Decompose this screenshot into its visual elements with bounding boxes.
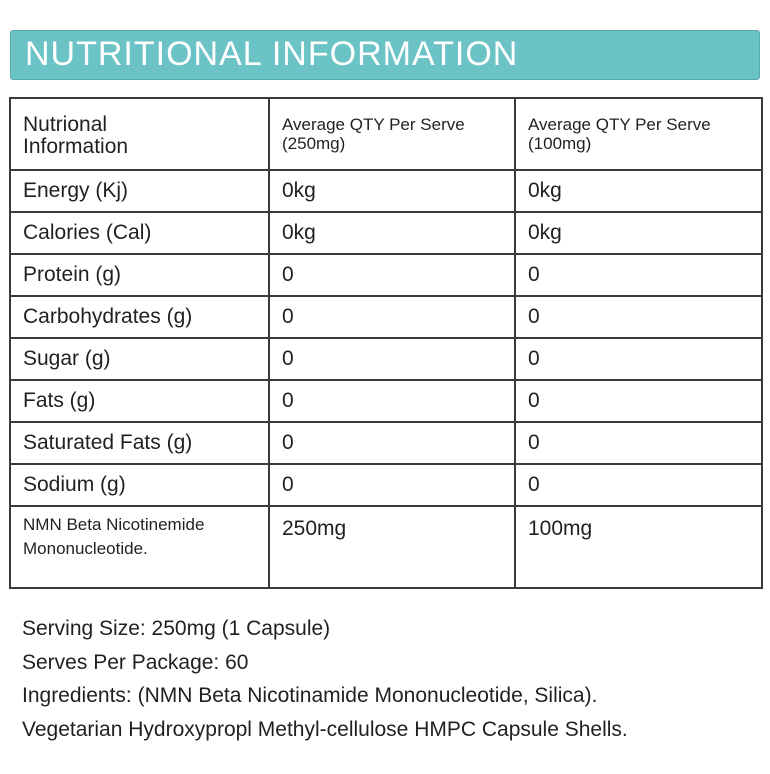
header-col-250mg: Average QTY Per Serve (250mg)	[269, 98, 515, 170]
row-value-100mg: 0kg	[515, 212, 762, 254]
table-row	[10, 338, 762, 380]
row-value-100mg: 0	[515, 380, 762, 422]
row-value-250mg: 0	[269, 380, 515, 422]
row-value-100mg: 0	[515, 338, 762, 380]
product-info	[22, 612, 628, 746]
table-row	[10, 212, 762, 254]
row-label: Carbohydrates (g)	[10, 296, 269, 338]
row-value-250mg: 0kg	[269, 170, 515, 212]
header-label: Nutrional Information	[23, 113, 129, 158]
row-label: Protein (g)	[10, 254, 269, 296]
title-banner	[10, 30, 760, 80]
row-value-100mg: 0	[515, 296, 762, 338]
serving-size: Serving Size: 250mg (1 Capsule)	[22, 617, 331, 640]
header-col-100mg: Average QTY Per Serve (100mg)	[515, 98, 762, 170]
row-value-100mg: 0	[515, 464, 762, 506]
row-value-250mg: 250mg	[269, 506, 515, 588]
nutrition-table	[9, 97, 763, 589]
row-value-250mg: 0	[269, 296, 515, 338]
row-label	[10, 506, 269, 588]
row-label: Fats (g)	[10, 380, 269, 422]
row-value-250mg: 0	[269, 254, 515, 296]
row-value-250mg: 0kg	[269, 212, 515, 254]
row-label: Sodium (g)	[10, 464, 269, 506]
row-value-250mg: 0	[269, 422, 515, 464]
table-row	[10, 254, 762, 296]
capsule-shells: Vegetarian Hydroxypropl Methyl-cellulose HMPC Capsule Shells.	[22, 717, 628, 741]
table-row	[10, 170, 762, 212]
table-row	[10, 380, 762, 422]
row-value-100mg: 0kg	[515, 170, 762, 212]
row-value-250mg: 0	[269, 338, 515, 380]
ingredients: Ingredients: (NMN Beta Nicotinamide Mononucleotide, Silica).	[22, 684, 598, 707]
row-value-100mg: 0	[515, 254, 762, 296]
serves-per-package: Serves Per Package: 60	[22, 650, 249, 674]
row-value-250mg: 0	[269, 464, 515, 506]
table-row	[10, 422, 762, 464]
table-row	[10, 506, 762, 588]
header-label-cell	[10, 98, 269, 170]
row-value-100mg: 100mg	[515, 506, 762, 588]
table-row	[10, 464, 762, 506]
table-header-row	[10, 98, 762, 170]
page-title: NUTRITIONAL INFORMATION	[25, 35, 519, 73]
table-row	[10, 296, 762, 338]
row-label: Energy (Kj)	[10, 170, 269, 212]
row-value-100mg: 0	[515, 422, 762, 464]
row-label: Saturated Fats (g)	[10, 422, 269, 464]
row-label: Calories (Cal)	[10, 212, 269, 254]
row-label: Sugar (g)	[10, 338, 269, 380]
nmn-label: NMN Beta Nicotinemide Mononucleotide.	[23, 515, 205, 558]
